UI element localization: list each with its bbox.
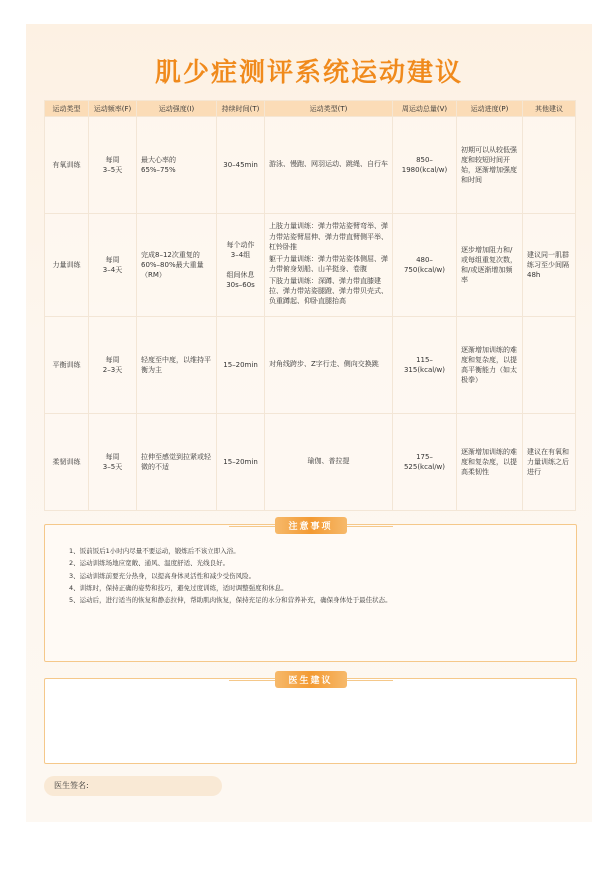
- notes-box: [44, 524, 577, 662]
- cell-intensity: 拉伸至感觉到拉紧或轻微的不适: [137, 414, 217, 511]
- cell-volume: 850–1980(kcal/w): [393, 117, 457, 214]
- activity-text: 游泳、慢跑、网羽运动、跳绳、自行车: [269, 159, 388, 168]
- cell-activities: [265, 214, 393, 317]
- note-item: 1、饭前饭后1小时内尽量不要运动，锻炼后不该立即入浴。: [69, 547, 240, 555]
- cell-frequency: 每周 3–5天: [89, 414, 137, 511]
- cell-other: [523, 117, 576, 214]
- cell-duration: 15–20min: [217, 317, 265, 414]
- cell-other: 建议在有氧和力量训练之后进行: [523, 414, 576, 511]
- table-header-cell: 运动频率(F): [89, 101, 137, 117]
- table-header-cell: 运动强度(I): [137, 101, 217, 117]
- table-header-cell: 其他建议: [523, 101, 576, 117]
- note-item: 4、训练时，保持正确的姿势和技巧，避免过度训练，适时调整强度和休息。: [69, 584, 288, 593]
- cell-other: 建议同一肌群练习至少间隔48h: [523, 214, 576, 317]
- note-item: 2、运动训练场地应宽敞、通风、温度舒适、光线良好。: [69, 559, 230, 568]
- activity-text: 上肢力量训练：弹力带站姿臂弯举、弹力带站姿臂屈伸、弹力带直臂侧平举、杠铃卧推: [269, 222, 388, 251]
- cell-progress: 初期可以从较低强度和较短时间开始，逐渐增加强度和时间: [457, 117, 523, 214]
- cell-activities: [265, 414, 393, 511]
- cell-intensity: 最大心率的 65%–75%: [137, 117, 217, 214]
- page-title: 肌少症测评系统运动建议: [154, 58, 463, 88]
- activity-text: 下肢力量训练：深蹲、弹力带直膝建拉、弹力带站姿腿蹬、弹力带贝壳式、负重蹲起、仰卧直腿抬高: [269, 277, 388, 306]
- cell-progress: 逐步增加阻力和/或每组重复次数，和/或逐渐增加频率: [457, 214, 523, 317]
- cell-frequency: 每周 3–4天: [89, 214, 137, 317]
- table-header-cell: 运动类型: [45, 101, 89, 117]
- activity-text: 躯干力量训练：弹力带站姿体侧屈、弹力带俯身划船、山羊挺身、卷腹: [269, 254, 388, 273]
- doctor-signature-label: 医生签名:: [54, 781, 89, 790]
- cell-intensity: 轻度至中度，以维持平衡为主: [137, 317, 217, 414]
- cell-other: [523, 317, 576, 414]
- cell-intensity: 完成8–12次重复的60%–80%最大重量（RM）: [137, 214, 217, 317]
- cell-type: 力量训练: [45, 214, 89, 317]
- cell-activities: [265, 117, 393, 214]
- cell-duration: 15–20min: [217, 414, 265, 511]
- cell-activities: [265, 317, 393, 414]
- table-header-cell: 周运动总量(V): [393, 101, 457, 117]
- activity-text: 瑜伽、普拉提: [307, 456, 350, 465]
- report-page: [26, 24, 592, 822]
- cell-type: 有氧训练: [45, 117, 89, 214]
- cell-volume: 480–750(kcal/w): [393, 214, 457, 317]
- cell-duration: 30–45min: [217, 117, 265, 214]
- cell-type: 柔韧训练: [45, 414, 89, 511]
- table-row: [45, 414, 576, 511]
- cell-progress: 逐渐增加训练的难度和复杂度，以提高柔韧性: [457, 414, 523, 511]
- table-header-cell: 持续时间(T): [217, 101, 265, 117]
- table-row: [45, 214, 576, 317]
- note-item: 5、运动后，进行适当的恢复和静态拉伸，帮助肌肉恢复，保持充足的水分和营养补充，确保身体处于最佳状态。: [69, 596, 392, 605]
- table-row: [45, 317, 576, 414]
- notes-list: [69, 545, 556, 607]
- doctor-advice-box[interactable]: [44, 678, 577, 764]
- table-header-row: [45, 101, 576, 117]
- activity-text: 对角线跨步、Z字行走、侧向交换跳: [269, 359, 379, 368]
- doctor-advice-title: 医生建议: [274, 671, 346, 688]
- table-header-cell: 运动类型(T): [265, 101, 393, 117]
- cell-frequency: 每周 2–3天: [89, 317, 137, 414]
- cell-duration: 每个动作 3–4组 组间休息 30s–60s: [217, 214, 265, 317]
- cell-volume: 175–525(kcal/w): [393, 414, 457, 511]
- cell-progress: 逐渐增加训练的难度和复杂度，以提高平衡能力（如太极拳）: [457, 317, 523, 414]
- cell-volume: 115–315(kcal/w): [393, 317, 457, 414]
- note-item: 3、运动训练前要充分热身，以提高身体灵活性和减少受伤风险。: [69, 571, 256, 580]
- doctor-signature-field[interactable]: [44, 776, 222, 796]
- table-row: [45, 117, 576, 214]
- table-header-cell: 运动进度(P): [457, 101, 523, 117]
- cell-frequency: 每周 3–5天: [89, 117, 137, 214]
- cell-type: 平衡训练: [45, 317, 89, 414]
- exercise-plan-table: [44, 100, 576, 511]
- notes-title: 注意事项: [274, 517, 346, 534]
